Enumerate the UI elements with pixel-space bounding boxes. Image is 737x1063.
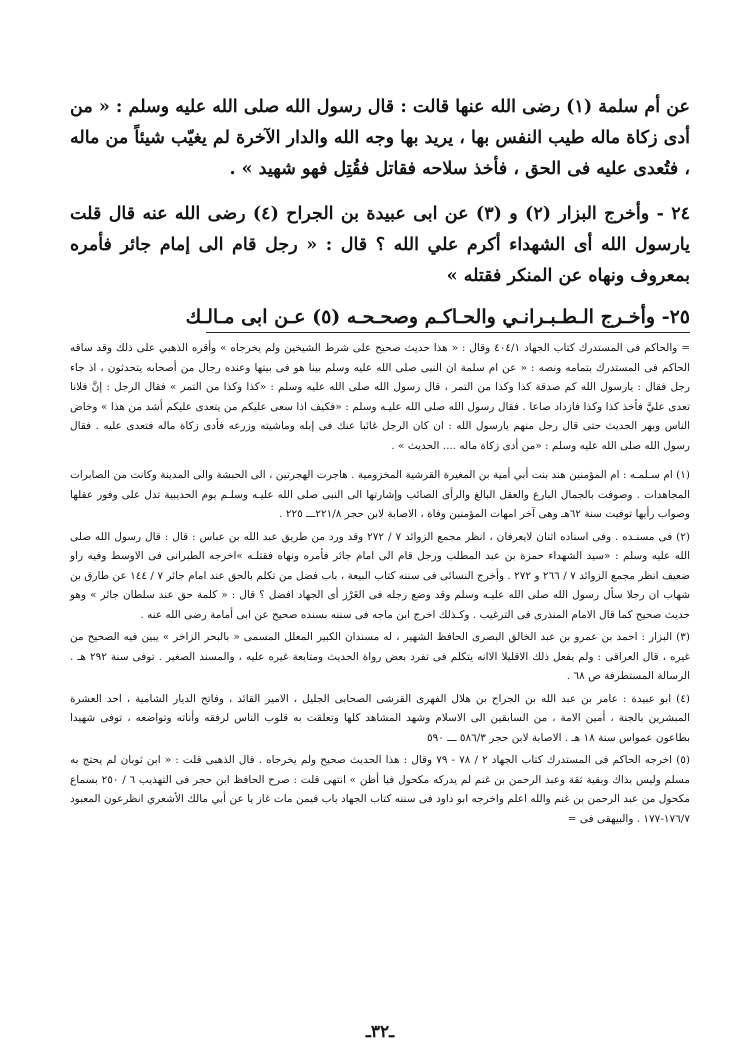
hadith-paragraph-1: عن أم سلمة (١) رضى الله عنها قالت : قال رسول الله صلى الله عليه وسلم : « من أدى زكاة ماله طيب النفس بها ، يريد بها وجه الله والدار الآخرة لم يغيّب شيئاً من ماله ، فتُعدى عليه فى الحق ، فأخذ سلاحه فقاتل فقُتِل فهو شهيد » . [70, 97, 690, 179]
footnote-3: (٣) البزار : احمد بن عمرو بن عبد الخالق البصرى الحافظ الشهير ، له مسندان الكبير المعلل المسمى « بالبحر الزاخر » يبين فيه الصحيح من غيره ، قال العراقى : ولم يفعل ذلك الاقليلا الاانه يتكلم فى تفرد بعض رواة الحديث ومتابعة غيره عليه ، والمسند الصغير . توفى سنة ٢٩٢ هـ . الرسالة المستطرفة ص ٦٨ . [70, 631, 690, 682]
document-page [70, 92, 690, 1052]
footnotes-section [70, 339, 690, 829]
footnote-5: (٥) اخرجه الحاكم فى المستدرك كتاب الجهاد ٢ / ٧٨ - ٧٩ وقال : هذا الحديث صحيح ولم يخرجاه . قال الذهبى قلت : « ابن ثوبان لم يحتج به مسلم وليس بذاك وبقية ثقة وعبد الرحمن بن غنم لم يدركه مكحول فيا أظن » انتهى قلت : صرح الحافظ ابن حجر فى التهذيب ٦ / ٢٥٠ بسماع مكحول من عبد الرحمن بن غنم والله اعلم واخرجه ابو داود فى سننه كتاب الجهاد باب فيمن مات غاز يا عن أبي مالك الأشعري انظرعون المعبود ١٧٦/٧-١٧٧ . والبيهقى فى = [70, 754, 691, 825]
hadith-heading-25: ٢٥- وأخـرج الـطـبـرانـي والحـاكـم وصحـحـه (٥) عـن ابى مـالـك [185, 306, 690, 328]
footnote-1: (١) ام سـلمـه : ام المؤمنين هند بنت أبي أمية بن المغيرة القرشية المخزومية . هاجرت الهجرتين ، الى الحبشة والى المدينة وكانت من الصابرات المجاهدات . وصوفت بالجمال البارع والعقل البالغ والرأى الصائب وإشارتها الى النبى صلى الله عليـه وسلـم يوم الحديبية تدل على وفور عقلها وصواب رأيها توفيت سنة ٦٢هـ وهى آخر امهات المؤمنين وفاة ، الاصابة لابن حجر ٢٢١/٨ـــ ٢٢٥ . [70, 469, 690, 520]
footnote-4: (٤) ابو عبيدة : عامر بن عبد الله بن الجراح بن هلال الفهرى القرشى الصحابى الجليل ، الامير القائد ، وفاتح الديار الشامية ، احد العشرة المبشرين بالجنة ، أمين الامة ، من السابقين الى الاسلام وشهد المشاهد كلها وتعلقت به قلوب الناس لرفقه وأناته وتواضعه ، توفى شهيدا بطاعون عمواس سنة ١٨ هـ . الاصابة لابن حجر ٥٨٦/٣ ـــ ٥٩٠ [70, 692, 690, 744]
hadith-paragraph-24: ٢٤ - وأخرج البزار (٢) و (٣) عن ابى عبيدة بن الجراح (٤) رضى الله عنه قال قلت يارسول الله أى الشهداء أكرم علي الله ؟ قال : « رجل قام الى إمام جائر فأمره بمعروف ونهاه عن المنكر فقتله » [70, 204, 691, 286]
page-number: ـ٣٢ـ [365, 1022, 395, 1042]
footnote-continuation: = والحاكم فى المستدرك كتاب الجهاد ٤٠٤/١ وقال : « هذا حديث صحيح على شرط الشيخين ولم يخرجاه » وأقره الذهبي على ذلك وقد ساقه الحاكم فى المستدرك بتمامه ونصه : « عن ام سلمة ان النبى صلى الله عليه وسلم بينا هو فى بيتها وعنده رجال من أصحابه يتحدثون ، اذ جاء رجل فقال : يارسول الله كم صدقة كذا وكذا من التمر ، قال رسول الله صلى الله عليه وسلم : «كذا وكذا من التمر » فقال الرجل : إنَّ فلانا تعدى عليَّ فأخذ كذا وكذا فازداد صاعا . فقال رسول الله صلى الله عليـه وسلم : «فكيف اذا سعى عليكم من يتعدى عليكم أشد من هذا » وخاض الناس وبهر الحديث حتى قال رجل منهم يارسول الله : ان كان الرجل غائبا عنك فى إبله وماشيته وزرعه فأدى زكاة ماله فتعدى عليه . فقال رسول الله صلى الله عليه وسلم : «من أدى زكاة ماله .... الحديث » . [70, 342, 690, 452]
footnote-2: (٢) فى مسنـده . وفى اسناده اثنان لايعرفان ، انظر مجمع الزوائد ٧ / ٢٧٢ وقد ورد من طريق عبد الله بن عباس : قال : قال رسول الله صلى الله عليه وسلم : «سيد الشهداء حمزة بن عبد المطلب ورجل قام الى امام جائر فأمره ونهاه فقتلـه »اخرجه الطبرانى فى الاوسط وفيه راو ضعيف انظر مجمع الزوائد ٧ / ٢٦٦ و ٢٧٢ . وأخرج النسائى فى سننه كتاب البيعة ، باب فضل من تكلم بالحق عند امام جائر ٧ / ١٤٤ عن طارق بن شهاب ان رجلا سأل رسول الله صلى الله عليـه وسلم وقد وضع رجله فى الغَرْز أى الجهاد افضل ؟ قال : « كلمة حق عند سلطان جائر » وهو حديث صحيح كما قال الامام المنذرى فى الترغيب . وكـذلك اخرج ابن ماجه فى سننه بسنده صحيح عن ابى أمامة رضى الله عنه . [70, 530, 690, 621]
footnote-separator [206, 332, 690, 333]
